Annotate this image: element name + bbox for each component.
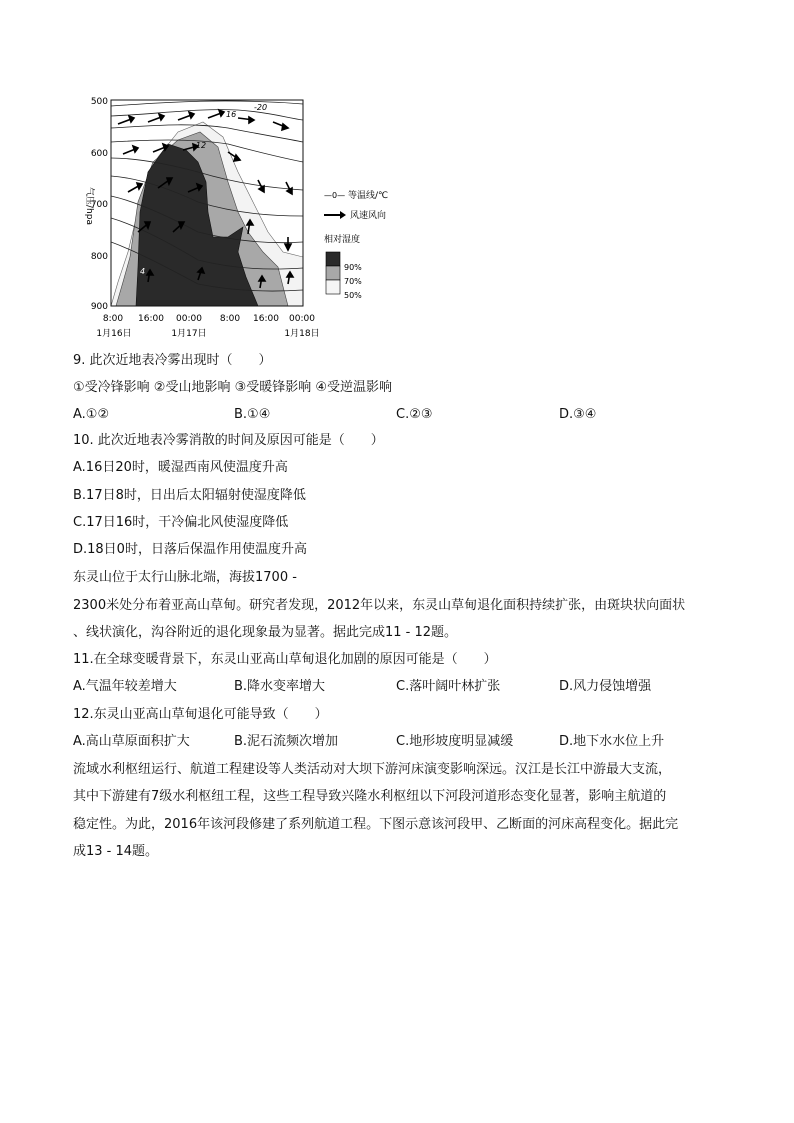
intro-11-12-line1: 东灵山位于太行山脉北端，海拔1700 - (73, 570, 297, 585)
legend-isotherm-symbol: —0— (324, 191, 346, 200)
intro-13-14-line2: 其中下游建有7级水利枢纽工程，这些工程导致兴隆水利枢纽以下河段河道形态变化显著，影响主航道的 (73, 789, 667, 804)
q11-stem: 11.在全球变暖背景下，东灵山亚高山草甸退化加剧的原因可能是（ ） (73, 652, 497, 667)
q12-stem: 12.东灵山亚高山草甸退化可能导致（ ） (73, 707, 328, 722)
legend-level: 50% (344, 291, 362, 300)
date-label: 1月18日 (284, 329, 320, 339)
q12-option-a[interactable]: A.高山草原面积扩大 (73, 734, 190, 749)
legend (324, 189, 388, 300)
q12-option-d[interactable]: D.地下水水位上升 (559, 734, 665, 749)
q9-option-c[interactable]: C.②③ (396, 407, 433, 422)
x-ticks (103, 314, 315, 324)
legend-wind-label: 风速风向 (350, 211, 387, 221)
isotherm-label: -20 (254, 103, 268, 112)
q10-option-b[interactable]: B.17日8时，日出后太阳辐射使湿度降低 (73, 488, 306, 503)
q11-option-d[interactable]: D.风力侵蚀增强 (559, 679, 652, 694)
q10-option-d[interactable]: D.18日0时，日落后保温作用使温度升高 (73, 542, 307, 557)
x-tick: 16:00 (253, 314, 279, 324)
date-label: 1月17日 (171, 329, 207, 339)
x-tick: 8:00 (219, 314, 241, 324)
isotherm-label: 4 (140, 267, 146, 276)
y-tick: 500 (90, 97, 108, 107)
q9-option-a[interactable]: A.①② (73, 407, 110, 422)
isotherm-label: -12 (193, 141, 207, 150)
q9-option-d[interactable]: D.③④ (559, 407, 597, 422)
q10-option-c[interactable]: C.17日16时，干冷偏北风使湿度降低 (73, 515, 289, 530)
y-ticks (91, 97, 108, 312)
y-tick: 700 (90, 200, 108, 210)
q11-option-a[interactable]: A.气温年较差增大 (73, 679, 177, 694)
legend-swatch-50 (326, 280, 340, 294)
intro-13-14-line3: 稳定性。为此，2016年该河段修建了系列航道工程。下图示意该河段甲、乙断面的河床高程变化。据此完 (73, 817, 679, 832)
intro-11-12-line2: 2300米处分布着亚高山草甸。研究者发现，2012年以来，东灵山草甸退化面积持续扩张，由斑块状向面状 (73, 598, 686, 613)
legend-swatch-70 (326, 266, 340, 280)
q9-statements: ①受冷锋影响 ②受山地影响 ③受暖锋影响 ④受逆温影响 (73, 380, 393, 395)
isotherm-label: 16 (226, 110, 237, 119)
legend-swatch-90 (326, 252, 340, 266)
y-tick: 800 (90, 252, 108, 262)
x-tick: 00:00 (289, 314, 315, 324)
q9-stem: 9. 此次近地表冷雾出现时（ ） (73, 353, 272, 368)
intro-11-12-line3: 、线状演化，沟谷附近的退化现象最为显著。据此完成11 - 12题。 (73, 625, 458, 640)
legend-level: 90% (344, 263, 362, 272)
x-tick: 8:00 (102, 314, 124, 324)
q10-stem: 10. 此次近地表冷雾消散的时间及原因可能是（ ） (73, 433, 384, 448)
intro-13-14-line4: 成13 - 14题。 (73, 844, 159, 859)
y-axis-label: 气压/hpa (84, 187, 94, 225)
y-tick: 900 (90, 302, 108, 312)
legend-humidity-title: 相对湿度 (324, 235, 361, 245)
q12-option-b[interactable]: B.泥石流频次增加 (234, 734, 339, 749)
x-tick: 16:00 (138, 314, 164, 324)
legend-level: 70% (344, 277, 362, 286)
y-tick: 600 (90, 149, 108, 159)
humidity-wind-figure (78, 92, 408, 344)
legend-isotherm-label: 等温线/℃ (348, 191, 389, 201)
q10-option-a[interactable]: A.16日20时，暖湿西南风使温度升高 (73, 460, 288, 475)
x-tick: 00:00 (176, 314, 202, 324)
q12-option-c[interactable]: C.地形坡度明显减缓 (396, 734, 514, 749)
date-label: 1月16日 (96, 329, 132, 339)
date-labels (96, 328, 319, 339)
intro-13-14-line1: 流域水利枢纽运行、航道工程建设等人类活动对大坝下游河床演变影响深远。汉江是长江中游最大支流， (73, 762, 672, 777)
q11-option-b[interactable]: B.降水变率增大 (234, 679, 326, 694)
q9-option-b[interactable]: B.①④ (234, 407, 271, 422)
q11-option-c[interactable]: C.落叶阔叶林扩张 (396, 679, 501, 694)
